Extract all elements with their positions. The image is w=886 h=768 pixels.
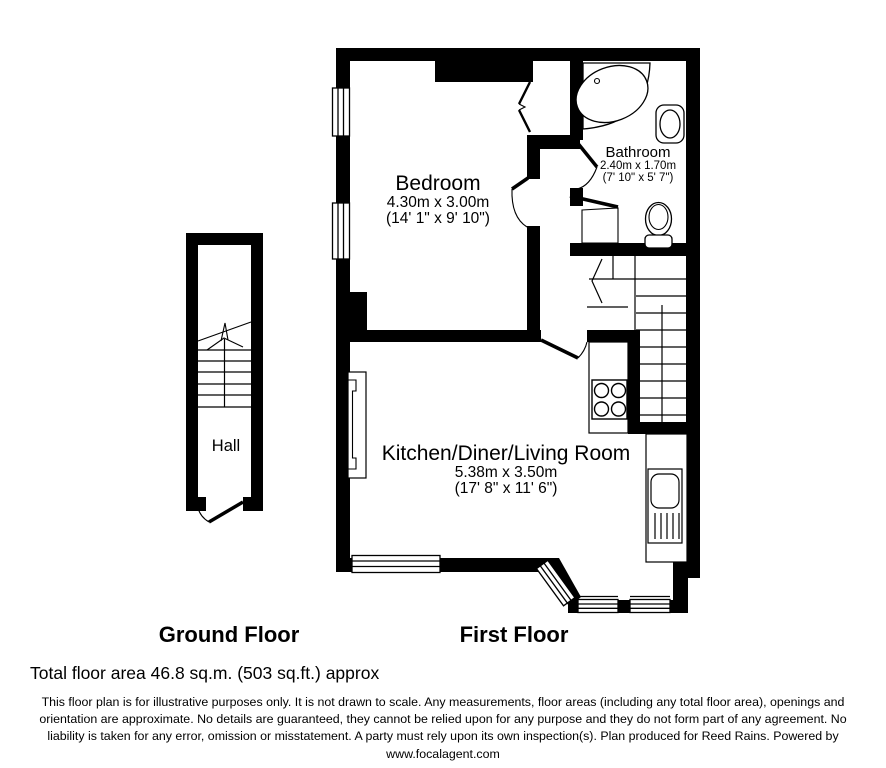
bathroom-name: Bathroom <box>605 144 671 161</box>
hall-label: Hall <box>211 437 241 455</box>
wall-right <box>686 48 700 562</box>
fireplace <box>348 372 366 478</box>
bay-step-wall <box>673 562 700 578</box>
bedroom-right-wall-b <box>527 226 540 332</box>
window-bedroom-left-1 <box>333 88 350 136</box>
total-floor-area: Total floor area 46.8 sq.m. (503 sq.ft.) approx <box>30 663 380 683</box>
bathroom-dims-metric: 2.40m x 1.70m <box>599 160 677 172</box>
kitchen-dims-metric: 5.38m x 3.50m <box>454 464 558 481</box>
stairs-bottom-wall <box>628 422 700 434</box>
stairs-wall-v <box>628 330 640 434</box>
ground-floor-title: Ground Floor <box>158 622 300 647</box>
kitchen-name: Kitchen/Diner/Living Room <box>381 442 631 465</box>
wall-top <box>336 48 700 61</box>
hall-wall-bottom-left <box>186 497 206 511</box>
hob <box>592 380 627 419</box>
bathroom-label <box>600 145 676 184</box>
bedroom-name: Bedroom <box>395 172 481 195</box>
sink-drainer <box>648 469 682 543</box>
bedroom-right-wall-a <box>527 149 540 179</box>
basin <box>656 105 684 143</box>
kitchen-door <box>541 340 587 358</box>
wall-divider <box>336 330 541 342</box>
window-kitchen-bottom <box>352 556 440 573</box>
hall-wall-right <box>251 233 263 511</box>
bedroom-dims-imperial: (14' 1" x 9' 10") <box>386 209 490 227</box>
disclaimer-line-4: www.focalagent.com <box>386 746 500 761</box>
bedroom-door <box>512 178 528 227</box>
disclaimer <box>0 694 886 763</box>
chimney-breast-bedroom <box>435 61 533 82</box>
hall-wall-left <box>186 233 198 511</box>
kitchen-label <box>382 442 631 496</box>
first-floor-plan <box>333 48 701 613</box>
disclaimer-line-2: orientation are approximate. No details are guaranteed, they cannot be relied upon for any purpose and they do not form part of any agreement. No <box>39 712 847 727</box>
kitchen-dims-imperial: (17' 8" x 11' 6") <box>454 479 558 497</box>
bathroom-bottom-wall <box>570 243 700 256</box>
ground-floor-plan <box>186 233 263 522</box>
closet-bifold-door <box>519 82 530 132</box>
bedroom-dims-metric: 4.30m x 3.00m <box>386 194 490 211</box>
window-bedroom-left-2 <box>333 203 350 259</box>
disclaimer-line-1: This floor plan is for illustrative purposes only. It is not drawn to scale. Any measurements, floor areas (including any total floor area), openings and <box>41 695 845 709</box>
hall-wall-bottom-right <box>243 497 263 511</box>
window-bay-right <box>630 597 670 613</box>
stairs-direction-arrow <box>592 259 602 303</box>
disclaimer-line-3: liability is taken for any error, omission or misstatement. A party must rely upon its own inspection(s). Plan produced for Reed Rains. Powered by <box>47 729 839 744</box>
toilet <box>645 203 672 249</box>
stairs-hall <box>198 322 251 407</box>
window-bay-left <box>578 597 618 613</box>
first-floor-title: First Floor <box>459 622 569 647</box>
bedroom-label <box>386 172 490 226</box>
bathroom-dims-imperial: (7' 10" x 5' 7") <box>602 171 674 184</box>
wall-nib-left <box>349 292 367 332</box>
